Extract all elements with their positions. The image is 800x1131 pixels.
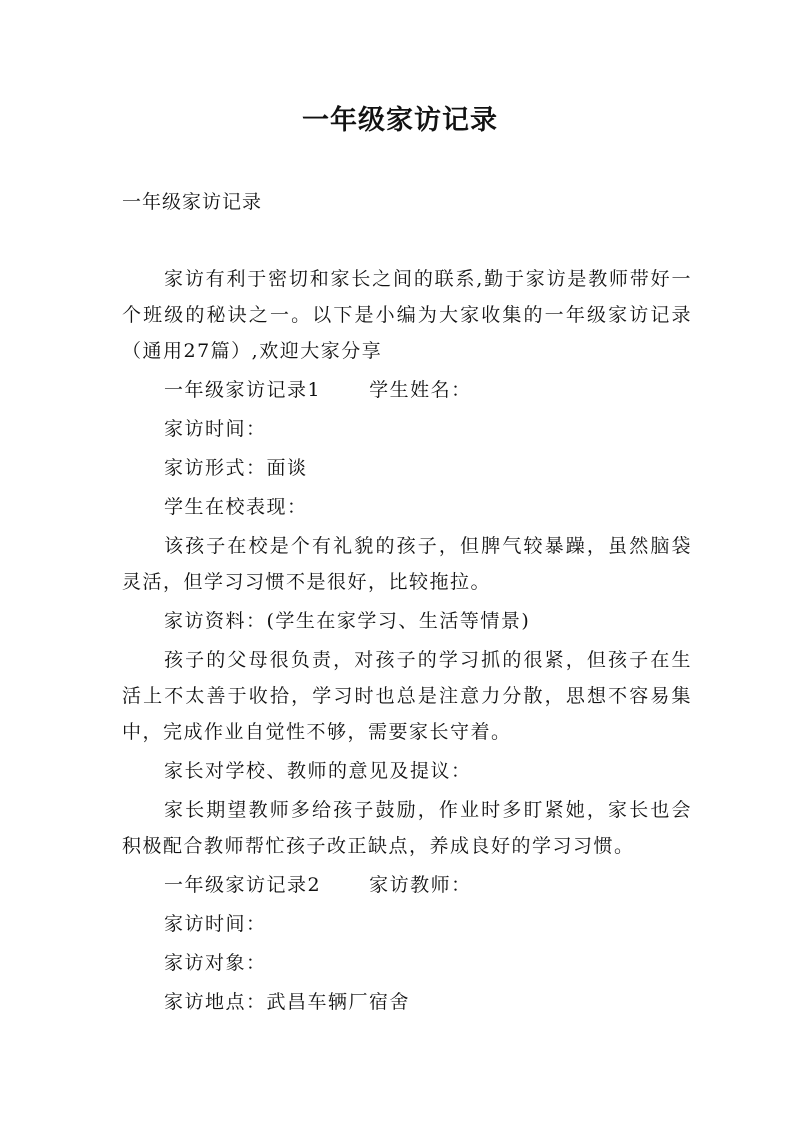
- record-1-parent-opinion-text: 家长期望教师多给孩子鼓励，作业时多盯紧她，家长也会积极配合教师帮忙孩子改正缺点，养成良好的学习习惯。: [122, 799, 692, 857]
- record-1-home-info-label: 家访资料：(学生在家学习、生活等情景): [164, 610, 531, 632]
- record-2-heading-line: [122, 867, 692, 903]
- record-1-home-info-text: 孩子的父母很负责，对孩子的学习抓的很紧，但孩子在生活上不太善于收拾，学习时也总是注意力分散，思想不容易集中，完成作业自觉性不够，需要家长守着。: [122, 649, 692, 743]
- record-1-parent-opinion-label: 家长对学校、教师的意见及提议：: [164, 760, 472, 782]
- record-2-visit-time: 家访时间：: [164, 913, 267, 935]
- record-1-visit-time: 家访时间：: [164, 418, 267, 440]
- document-title: 一年级家访记录: [302, 105, 498, 136]
- record-1-heading-line: [122, 372, 692, 408]
- record-1-visit-form: 家访形式：面谈: [164, 457, 308, 479]
- record-2-teacher-field: 家访教师：: [369, 874, 472, 896]
- record-1-student-name-field: 学生姓名：: [369, 379, 472, 401]
- record-1-heading: 一年级家访记录1: [164, 379, 322, 401]
- record-2-visit-target: 家访对象：: [164, 952, 267, 974]
- record-1-school-performance-text: 该孩子在校是个有礼貌的孩子，但脾气较暴躁，虽然脑袋灵活，但学习习惯不是很好，比较拖拉。: [122, 535, 692, 593]
- record-2-heading: 一年级家访记录2: [164, 874, 322, 896]
- intro-paragraph: 家访有利于密切和家长之间的联系,勤于家访是教师带好一个班级的秘诀之一。以下是小编为大家收集的一年级家访记录（通用27篇）,欢迎大家分享: [122, 268, 692, 362]
- document-subtitle: 一年级家访记录: [122, 191, 263, 213]
- record-1-school-performance-label: 学生在校表现：: [164, 496, 308, 518]
- document-body: [122, 261, 692, 1023]
- record-2-visit-location: 家访地点：武昌车辆厂宿舍: [164, 991, 411, 1013]
